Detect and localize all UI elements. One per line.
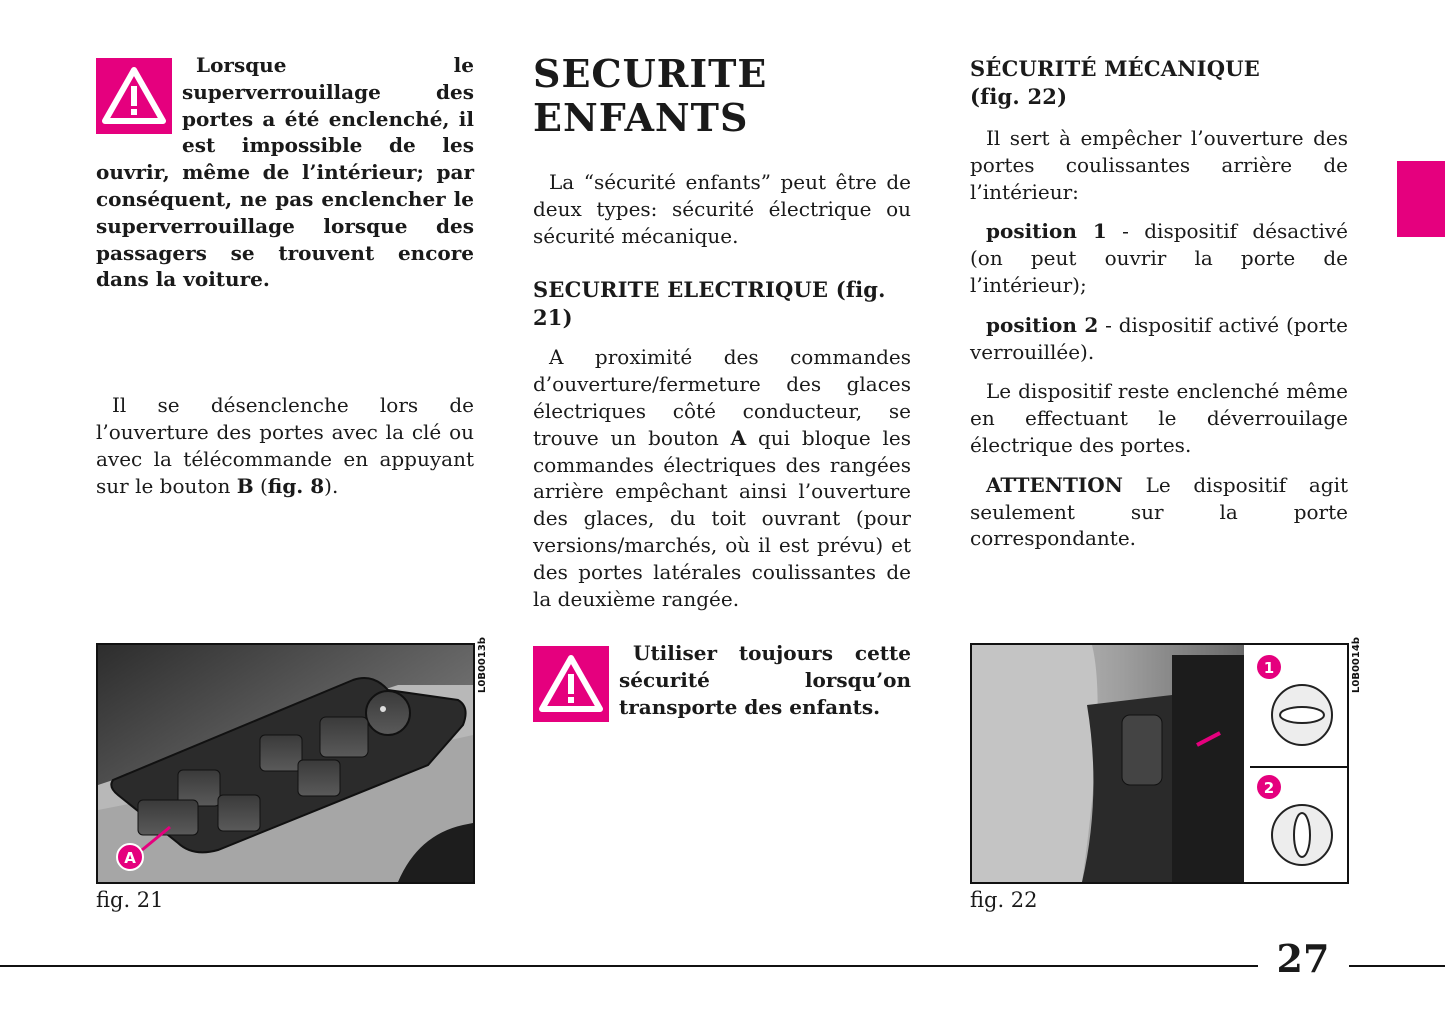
page-number: 27 bbox=[1276, 936, 1330, 981]
warning-triangle-icon bbox=[533, 646, 609, 722]
figure-22-image bbox=[970, 643, 1349, 884]
warning-triangle-icon bbox=[96, 58, 172, 134]
figure-22-code: L0B0014b bbox=[1351, 637, 1362, 693]
column-middle bbox=[533, 52, 911, 612]
figure-21-caption: fig. 21 bbox=[96, 888, 164, 912]
fig22-label-1: 1 bbox=[1263, 659, 1275, 677]
mechanical-safety-heading: SÉCURITÉ MÉCANIQUE (fig. 22) bbox=[970, 56, 1260, 109]
position-2-paragraph: position 2 - dispositif activé (porte verrouillée). bbox=[970, 312, 1349, 364]
column-left bbox=[96, 52, 474, 499]
section-tab-marker bbox=[1397, 161, 1445, 237]
fig22-label-2: 2 bbox=[1263, 779, 1275, 797]
page-title: SECURITE ENFANTS bbox=[533, 51, 768, 140]
warning-text: Lorsque le superverrouillage des portes a été enclenché, il est impossible de les ouvrir, même de l’intérieur; par conséquent, ne pas enclencher le superverrouillage lorsque des passagers se trouvent encore dans la voiture. bbox=[96, 53, 474, 292]
electric-safety-paragraph: A proximité des commandes d’ouverture/fermeture des glaces électriques côté conducteur, se trouve un bouton A qui bloque les commandes électriques des rangées arrière empêchant ainsi l’ouverture des glaces, du toit ouvrant (pour versions/marchés, où il est prévu) et des portes latérales coulissantes de la deuxième rangée. bbox=[533, 345, 912, 611]
intro-paragraph: La “sécurité enfants” peut être de deux types: sécurité électrique ou sécurité mécanique. bbox=[533, 170, 911, 248]
mechanical-intro: Il sert à empêcher l’ouverture des portes coulissantes arrière de l’intérieur: bbox=[970, 126, 1348, 204]
mechanical-note: Le dispositif reste enclenché même en effectuant le déverrouilage électrique des portes. bbox=[970, 379, 1348, 457]
figure-21-image bbox=[96, 643, 475, 884]
footer-rule-right bbox=[1349, 965, 1445, 967]
electric-safety-heading: SECURITE ELECTRIQUE (fig. 21) bbox=[533, 277, 886, 331]
unlock-paragraph: Il se désenclenche lors de l’ouverture des portes avec la clé ou avec la télécommande en appuyant sur le bouton B (fig. 8). bbox=[96, 393, 474, 498]
position-1-paragraph: position 1 - dispositif désactivé (on peut ouvrir la porte de l’intérieur); bbox=[970, 219, 1349, 297]
warning-superlock bbox=[96, 52, 474, 293]
column-right bbox=[970, 55, 1348, 552]
attention-paragraph: ATTENTION Le dispositif agit seulement sur la porte correspondante. bbox=[970, 472, 1348, 551]
fig21-label-a: A bbox=[124, 849, 136, 867]
figure-22-caption: fig. 22 bbox=[970, 888, 1038, 912]
warning-text: Utiliser toujours cette sécurité lorsqu’on transporte des enfants. bbox=[619, 641, 911, 719]
figure-21-code: L0B0013b bbox=[477, 637, 488, 693]
footer-rule-left bbox=[0, 965, 1258, 967]
warning-children bbox=[533, 640, 911, 724]
